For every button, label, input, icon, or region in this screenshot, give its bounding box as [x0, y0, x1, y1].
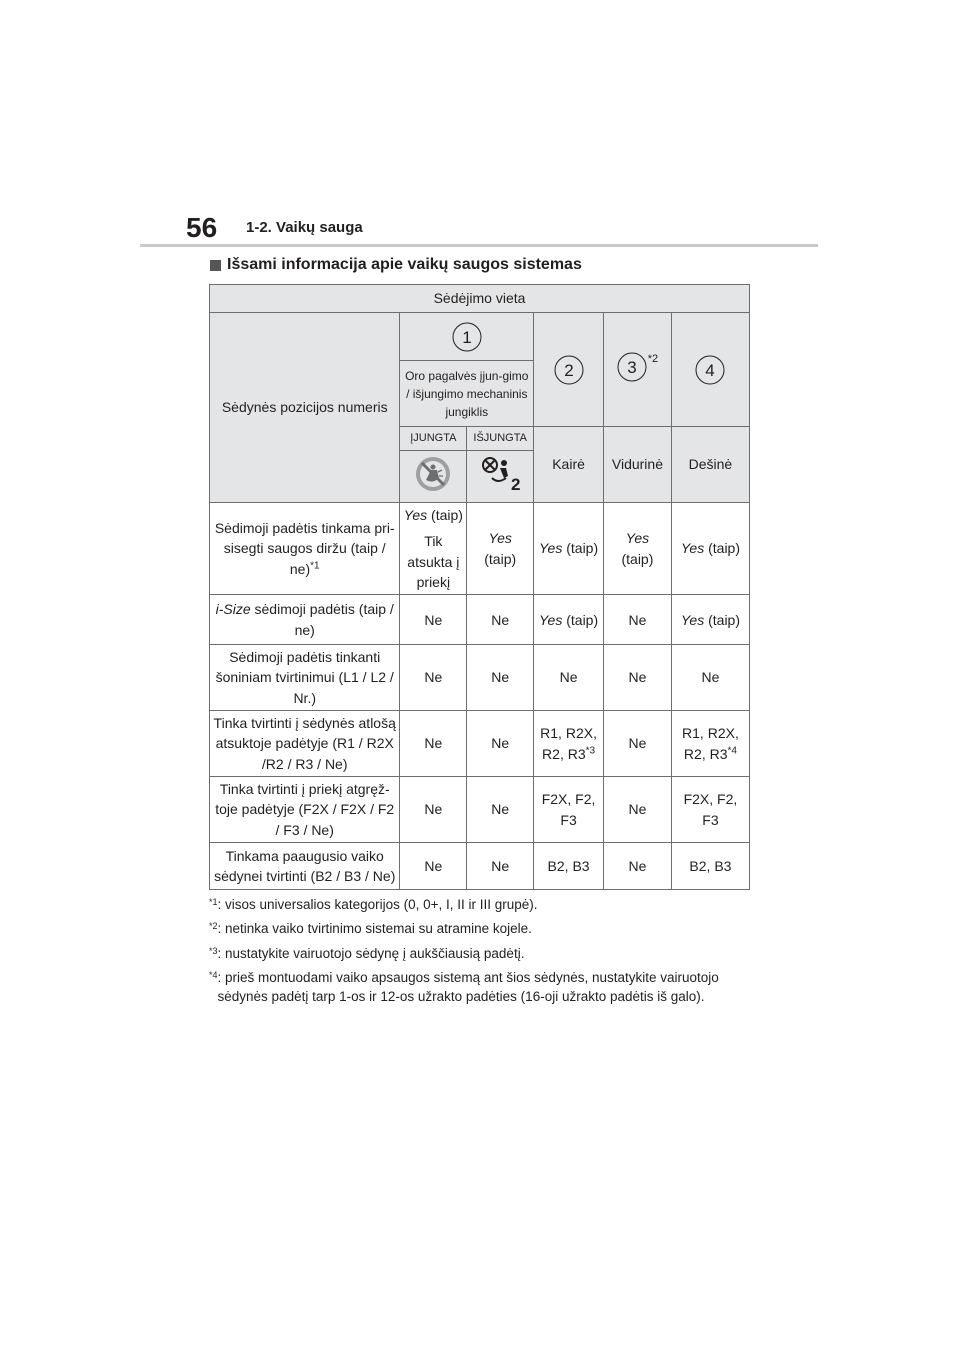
row-belt-left: Yes (taip) [534, 503, 604, 595]
seat-number-4: 4 [705, 360, 716, 380]
row-booster-off: Ne [467, 842, 534, 889]
row-rearward-left: R1, R2X, R2, R3$^{*3}$ [534, 711, 604, 777]
airbag-off-icon [413, 454, 453, 494]
row-isize-right: Yes (taip) [671, 595, 749, 645]
row-belt-right: Yes (taip) [671, 503, 749, 595]
seat-number-3-icon [617, 352, 647, 382]
child-seat-airbag-icon [478, 454, 522, 494]
row-lateral-label: Sėdimoji padėtis tinkanti šoniniam tvirtinimui (L1 / L2 / Nr.) [210, 645, 400, 711]
row-belt-off: Yes (taip) [467, 503, 534, 595]
footnote-3: $^{*3}$ : nustatykite vairuotojo sėdynę į aukščiausią padėtį. [209, 945, 525, 961]
footnotes [209, 896, 769, 1011]
row-isize-off: Ne [467, 595, 534, 645]
row-rearward-on: Ne [400, 711, 467, 777]
row-rearward-label: Tinka tvirtinti į sėdynės atlošą atsuktoje padėtyje (R1 / R2X /R2 / R3 / Ne) [210, 711, 400, 777]
row-forward-label: Tinka tvirtinti į priekį atgręž-toje padėtyje (F2X / F2X / F2 / F3 / Ne) [210, 777, 400, 843]
row-forward-middle: Ne [604, 777, 672, 843]
row-isize-label: i-Size sėdimoji padėtis (taip / ne) [210, 595, 400, 645]
row-rearward-right-ref: *4 [727, 744, 737, 756]
seat-2-cell [534, 313, 604, 427]
row-rearward-middle: Ne [604, 711, 672, 777]
page-number: 56 [186, 212, 218, 243]
row-forward-on: Ne [400, 777, 467, 843]
row-booster-on: Ne [400, 842, 467, 889]
row-booster-middle: Ne [604, 842, 672, 889]
seat-3-cell [604, 313, 672, 427]
row-lateral-on: Ne [400, 645, 467, 711]
seat-position-label: Sėdynės pozicijos numeris [210, 313, 400, 503]
airbag-off-cell [400, 451, 467, 503]
row-lateral-right: Ne [671, 645, 749, 711]
section-title [210, 256, 582, 274]
row-belt-middle: Yes (taip) [604, 503, 672, 595]
row-isize-middle: Ne [604, 595, 672, 645]
child-seat-table [209, 284, 750, 890]
seat-number-2: 2 [563, 360, 574, 380]
header-divider [140, 244, 818, 247]
row-forward-right: F2X, F2, F3 [671, 777, 749, 843]
footnote-1: $^{*1}$ : visos universalios kategorijos (0, 0+, I, II ir III grupė). [209, 897, 538, 912]
row-isize-left: Yes (taip) [534, 595, 604, 645]
side-left-label: Kairė [534, 427, 604, 503]
seating-position-header: Sėdėjimo vieta [210, 285, 750, 313]
seat-number-3: 3 [627, 357, 637, 377]
section-title-text: Išsami informacija apie vaikų saugos sistemas [227, 256, 582, 273]
row-booster-left: B2, B3 [534, 842, 604, 889]
bullet-square-icon [210, 260, 221, 271]
svg-text:2: 2 [511, 474, 521, 494]
chapter-title: 1-2. Vaikų sauga [246, 219, 363, 236]
switch-off-label: IŠJUNGTA [467, 427, 534, 451]
switch-on-label: ĮJUNGTA [400, 427, 467, 451]
footnote-2: $^{*2}$ : netinka vaiko tvirtinimo sistemai su atramine kojele. [209, 921, 532, 937]
seat-4-cell [671, 313, 749, 427]
forward-only-note: Tik atsukta į priekį [407, 533, 460, 590]
seat-3-footnote-ref: *2 [647, 352, 659, 365]
row-belt-label: Sėdimoji padėtis tinkama pri-sisegti saugos diržu (taip / ne)$^{*1}$ [210, 503, 400, 595]
row-belt-on: Yes (taip) Tik atsukta į priekį [400, 503, 467, 595]
side-right-label: Dešinė [671, 427, 749, 503]
seat-1-cell [400, 313, 534, 361]
seat-number-4-icon [695, 355, 725, 385]
row-belt-footnote-ref: *1 [310, 560, 320, 572]
row-rearward-right: R1, R2X, R2, R3$^{*4}$ [671, 711, 749, 777]
child-seat-airbag-cell [467, 451, 534, 503]
footnote-4: $^{*4}$ : prieš montuodami vaiko apsaugos sistemą ant šios sėdynės, nustatykite vairuotojo sėdynės padėtį tarp 1-os ir 12-os užrakto padėties (16-oji užrakto padėtis iš galo). [209, 970, 719, 1005]
row-forward-left: F2X, F2, F3 [534, 777, 604, 843]
row-booster-label: Tinkama paaugusio vaiko sėdynei tvirtinti (B2 / B3 / Ne) [210, 842, 400, 889]
row-lateral-middle: Ne [604, 645, 672, 711]
row-forward-off: Ne [467, 777, 534, 843]
side-middle-label: Vidurinė [604, 427, 672, 503]
row-rearward-off: Ne [467, 711, 534, 777]
seat-number-1-icon [452, 322, 482, 352]
seat-number-1: 1 [462, 327, 472, 347]
row-lateral-off: Ne [467, 645, 534, 711]
row-booster-right: B2, B3 [671, 842, 749, 889]
row-lateral-left: Ne [534, 645, 604, 711]
airbag-switch-label: Oro pagalvės įjun-gimo / išjungimo mechaninis jungiklis [400, 361, 534, 427]
row-rearward-left-ref: *3 [585, 744, 596, 756]
row-isize-on: Ne [400, 595, 467, 645]
seat-number-2-icon [554, 355, 584, 385]
